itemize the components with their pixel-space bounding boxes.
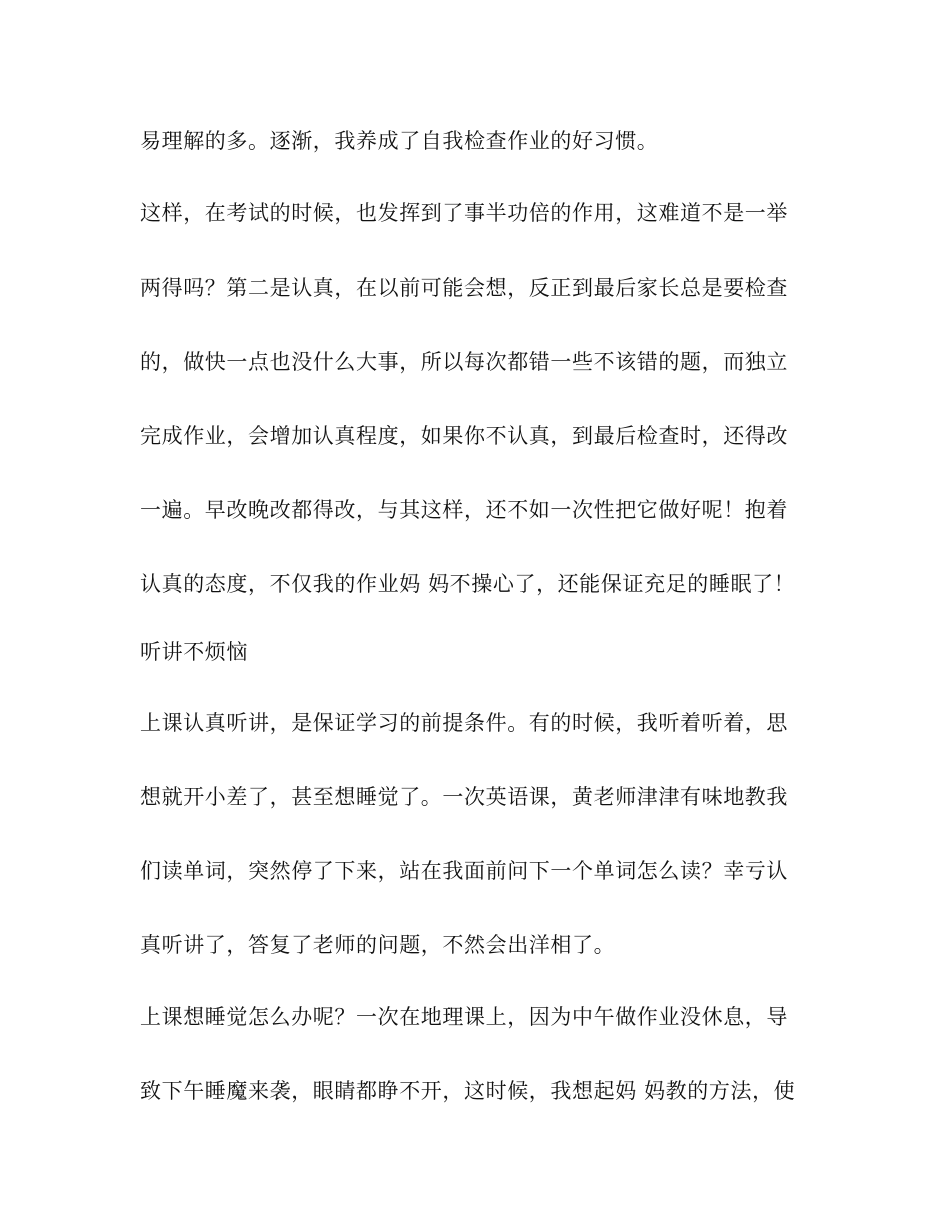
paragraph-line: 上课认真听讲，是保证学习的前提条件。有的时候，我听着听着，思 (140, 711, 788, 735)
paragraph-line: 致下午睡魔来袭，眼睛都睁不开，这时候，我想起妈 妈教的方法，使 (140, 1079, 796, 1103)
paragraph-line: 两得吗？第二是认真，在以前可能会想，反正到最后家长总是要检查 (140, 276, 788, 300)
paragraph-line: 易理解的多。逐渐，我养成了自我检查作业的好习惯。 (140, 129, 659, 153)
paragraph-line: 们读单词，突然停了下来，站在我面前问下一个单词怎么读？幸亏认 (140, 859, 788, 883)
paragraph-line: 上课想睡觉怎么办呢？一次在地理课上，因为中午做作业没休息，导 (140, 1005, 788, 1029)
paragraph-line: 完成作业，会增加认真程度，如果你不认真，到最后检查时，还得改 (140, 424, 788, 448)
paragraph-line: 想就开小差了，甚至想睡觉了。一次英语课，黄老师津津有味地教我 (140, 785, 788, 809)
paragraph-line: 一遍。早改晚改都得改，与其这样，还不如一次性把它做好呢！抱着 (140, 498, 788, 522)
section-heading: 听讲不烦恼 (140, 640, 248, 664)
paragraph-line: 这样，在考试的时候，也发挥到了事半功倍的作用，这难道不是一举 (140, 201, 788, 225)
paragraph-line: 的，做快一点也没什么大事，所以每次都错一些不该错的题，而独立 (140, 350, 788, 374)
paragraph-line: 真听讲了，答复了老师的问题，不然会出洋相了。 (140, 933, 616, 957)
paragraph-line: 认真的态度，不仅我的作业妈 妈不操心了，还能保证充足的睡眠了！ (140, 572, 796, 596)
